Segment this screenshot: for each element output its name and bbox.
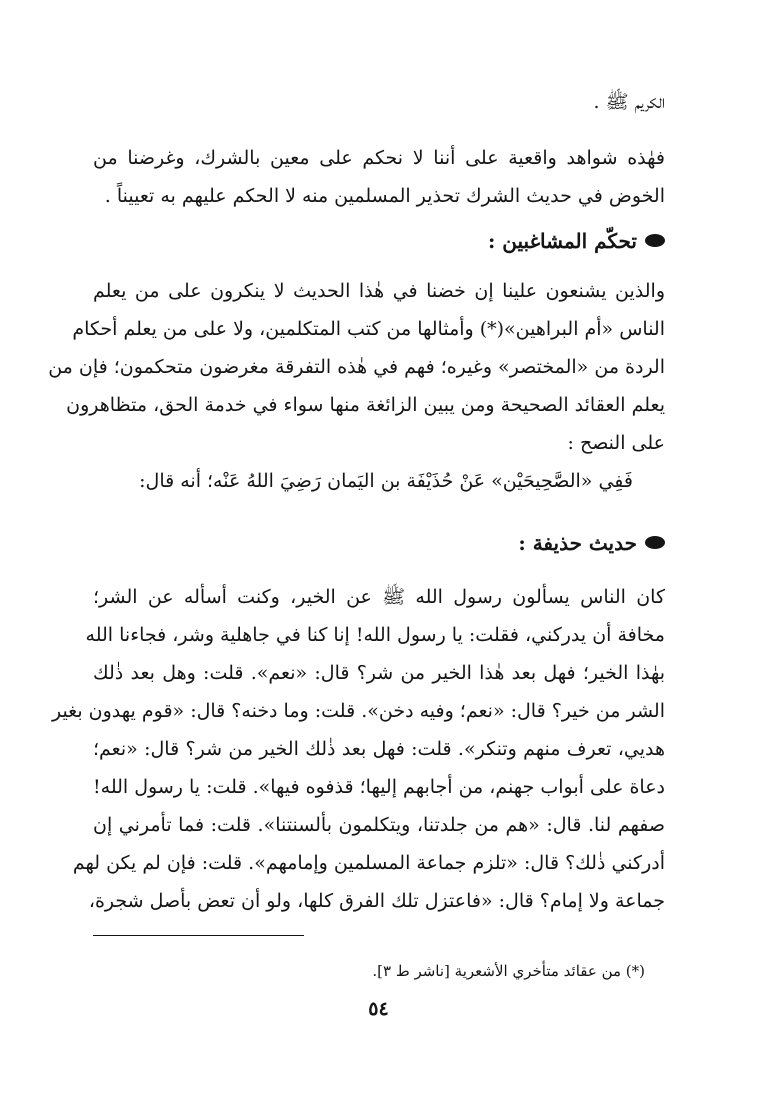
heading-text: حديث حذيفة : [518,531,637,555]
text-line-14: هديي، تعرف منهم وتنكر». قلت: فهل بعد ذٰلك الخير من شر؟ قال: «نعم؛ [93,738,665,760]
text-line-17: أدركني ذٰلك؟ قال: «تلزم جماعة المسلمين وإمامهم». قلت: فإن لم يكن لهم [72,852,665,874]
footnote-divider [93,935,304,936]
text-line-12: بهٰذا الخير؛ فهل بعد هٰذا الخير من شر؟ قال: «نعم». قلت: وهل بعد ذٰلك [93,662,665,684]
section-heading-agitators [488,222,665,260]
text-line-18: جماعة ولا إمام؟ قال: «فاعتزل تلك الفرق كلها، ولو أن تعض بأصل شجرة، [88,890,665,912]
text-line-2: فهٰذه شواهد واقعية على أننا لا نحكم على معين بالشرك، وغرضنا من [93,147,665,169]
text-line-9: فَفِي «الصَّحِيحَيْن» عَنْ حُذَيْفَة بن اليَمان رَضِيَ اللهُ عَنْه؛ أنه قال: [139,470,633,492]
text-line-1: الكريم ﷺ . [593,91,665,113]
text-line-3: الخوض في حديث الشرك تحذير المسلمين منه لا الحكم عليهم به تعييناً . [104,185,665,207]
text-line-5: الناس «أم البراهين»(*) وأمثالها من كتب المتكلمين، ولا على من يعلم أحكام [72,318,665,340]
text-line-15: دعاة على أبواب جهنم، من أجابهم إليها؛ قذفوه فيها». قلت: يا رسول الله! [93,776,665,798]
heading-text: تحكّم المشاغبين : [487,229,637,253]
section-heading-hudhayfa [518,524,665,562]
text-line-7: يعلم العقائد الصحيحة ومن يبين الزائغة منها سواء في خدمة الحق، متظاهرون [66,394,665,416]
bullet-icon [645,536,665,549]
footnote: (*) من عقائد متأخري الأشعرية [ناشر ط ٣]. [372,962,645,980]
text-line-11: مخافة أن يدركني، فقلت: يا رسول الله! إنا كنا في جاهلية وشر، فجاءنا الله [85,624,665,646]
bullet-icon [645,234,665,247]
text-line-8: على النصح : [567,432,665,454]
text-line-4: والذين يشنعون علينا إن خضنا في هٰذا الحديث لا ينكرون على من يعلم [93,280,665,302]
text-line-16: صفهم لنا. قال: «هم من جلدتنا، ويتكلمون بألسنتنا». قلت: فما تأمرني إن [93,814,665,836]
text-line-13: الشر من خير؟ قال: «نعم؛ وفيه دخن». قلت: وما دخنه؟ قال: «قوم يهدون بغير [51,700,665,722]
page-number: ٥٤ [368,998,389,1020]
text-line-10: كان الناس يسألون رسول الله ﷺ عن الخير، وكنت أسأله عن الشر؛ [93,586,665,608]
text-line-6: الردة من «المختصر» وغيره؛ فهم في هٰذه التفرقة مغرضون متحكمون؛ فإن من [48,356,665,378]
